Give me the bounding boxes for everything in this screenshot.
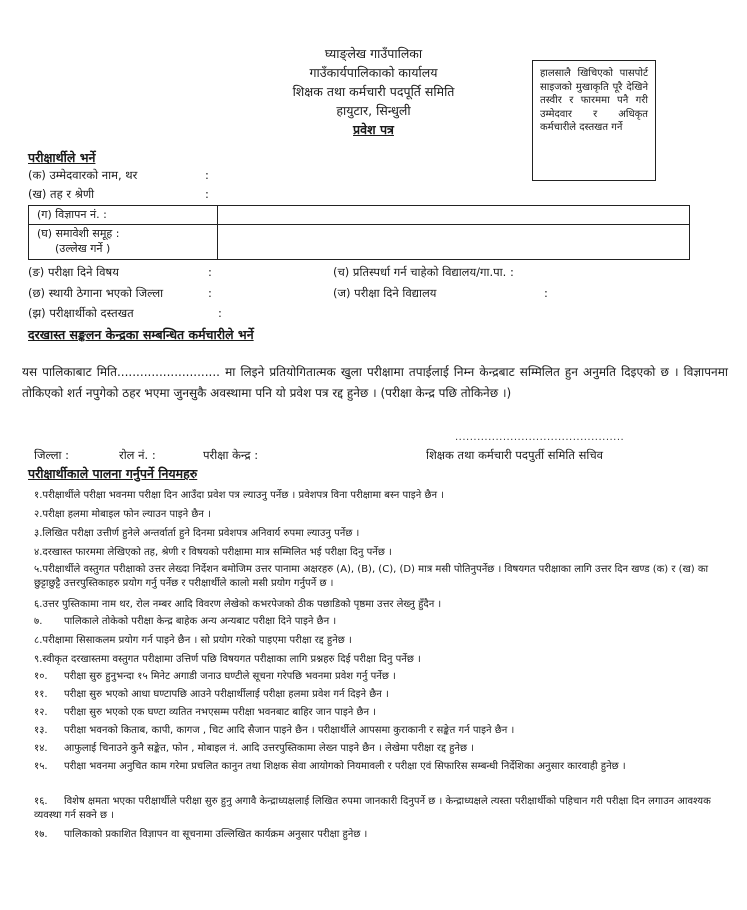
list-item — [34, 508, 724, 522]
inclusive-group-label-line1: (घ) समावेशी समूह : — [37, 227, 120, 240]
rule-number: ९. — [34, 654, 43, 665]
signature-colon: : — [218, 306, 222, 320]
rule-text: परीक्षा हलमा मोबाइल फोन ल्याउन पाइने छैन । — [42, 509, 211, 520]
office-name: गाउँकार्यपालिकाको कार्यालय — [309, 65, 438, 80]
exam-school-label: (ज) परीक्षा दिने विद्यालय — [333, 286, 437, 300]
rule-text: पालिकाले तोकेको परीक्षा केन्द्र बाहेक अन्य अन्यबाट परीक्षा दिने पाइने छैन । — [64, 616, 337, 627]
rule-number: ३. — [34, 528, 43, 539]
exam-subject-label: (ङ) परीक्षा दिने विषय — [28, 265, 119, 279]
official-section-heading: दरखास्त सङ्कलन केन्द्रका सम्बन्धित कर्मचारीले भर्ने — [28, 327, 254, 342]
rule-text: परीक्षार्थीले वस्तुगत परीक्षाको उत्तर लेख्दा निर्देशन बमोजिम उत्तर पानामा अक्षरहरु (A), (B), (C), (D) मात्र मसी पोतिनुपर्नेछ । विषयगत परीक्षाका लागि उत्तर दिन खण्ड (क) र (ख) का छुट्टाछुट्टै उत्तरपुस्तिकाहरु प्रयोग गर्नु पर्नेछ र परीक्षार्थीले कालो मसी प्रयोग गर्नुपर्ने छ । — [34, 564, 709, 589]
committee-name: शिक्षक तथा कर्मचारी पदपूर्ति समिति — [292, 84, 455, 99]
committee-secretary-label: शिक्षक तथा कर्मचारी पदपुर्ती समिति सचिव — [426, 448, 604, 462]
rule-number: ८. — [34, 635, 43, 646]
rule-text: परीक्षार्थीले परीक्षा भवनमा परीक्षा दिन आउँदा प्रवेश पत्र ल्याउनु पर्नेछ । प्रवेशपत्र विना परीक्षामा बस्न पाइने छैन । — [42, 490, 444, 501]
rule-number: ५. — [34, 564, 43, 575]
rule-text: स्वीकृत दरखास्तमा वस्तुगत परीक्षामा उत्तिर्ण पछि विषयगत परीक्षाका लागि प्रश्नहरु दिई परीक्षा दिनु पर्नेछ । — [42, 654, 421, 665]
rule-text: परीक्षामा सिसाकलम प्रयोग गर्न पाइने छैन । सो प्रयोग गरेको पाइएमा परीक्षा रद्द हुनेछ । — [42, 635, 352, 646]
list-item — [34, 615, 724, 629]
inclusive-group-label-line2: (उल्लेख गर्ने ) — [55, 242, 111, 255]
photo-box: हालसालै खिचिएको पासपोर्ट साइजको मुखाकृति पूरै देखिने तस्वीर र फारममा पनै गरी उम्मेदवार र अधिकृत कर्मचारीले दस्तखत गर्ने — [532, 60, 656, 181]
candidate-name-label: (क) उम्मेदवारको नाम, थर — [28, 168, 138, 182]
exam-subject-colon: : — [208, 265, 212, 279]
level-colon: : — [205, 187, 209, 201]
rule-number: ४. — [34, 547, 43, 558]
rule-text: आफुलाई चिनाउने कुनै सङ्केत, फोन , मोबाइल नं. आदि उत्तरपुस्तिकामा लेख्न पाइने छैन । लेखेमा परीक्षा रद्द हुनेछ । — [64, 743, 474, 754]
list-item — [34, 489, 724, 503]
list-item — [34, 795, 724, 823]
list-item — [34, 828, 724, 842]
rule-text: पालिकाको प्रकाशित विज्ञापन वा सूचनामा उल्लिखित कार्यक्रम अनुसार परीक्षा हुनेछ । — [64, 829, 368, 840]
list-item — [34, 688, 724, 702]
list-item — [34, 634, 724, 648]
rule-number: १२. — [34, 707, 48, 718]
rule-number: १७. — [34, 829, 48, 840]
municipality-name: घ्याङ्लेख गाउँपालिका — [324, 46, 423, 61]
table-row — [29, 206, 690, 225]
list-item — [34, 742, 724, 756]
signature-dots: .............................................. — [455, 432, 625, 443]
inclusive-group-label — [29, 225, 218, 260]
preferred-school-label: (च) प्रतिस्पर्धा गर्न चाहेको विद्यालय/गा.पा. : — [333, 265, 514, 279]
rule-number: १४. — [34, 743, 48, 754]
table-row — [29, 225, 690, 260]
candidate-section-heading: परीक्षार्थीले भर्ने — [28, 150, 96, 165]
center-district-label: जिल्ला : — [34, 448, 70, 462]
permission-paragraph: यस पालिकाबाट मिति........................... मा लिइने प्रतियोगितात्मक खुला परीक्षामा तपाईलाई निम्न केन्द्रबाट सम्मिलित हुन अनुमति दिइएको छ । विज्ञापनमा तोकिएको शर्त नपुगेको ठहर भएमा जुनसुकै अवस्थामा पनि यो प्रवेश पत्र रद्द हुनेछ । (परीक्षा केन्द्र पछि तोकिनेछ ।) — [22, 365, 728, 400]
list-item — [34, 670, 724, 684]
rule-number: १६. — [34, 796, 48, 807]
rule-number: १०. — [34, 671, 48, 682]
rule-text: दरखास्त फारममा लेखिएको तह, श्रेणी र विषयको परीक्षामा मात्र सम्मिलित भई परीक्षा दिनु पर्नेछ । — [42, 547, 392, 558]
list-item — [34, 760, 724, 774]
candidate-name-colon: : — [205, 168, 209, 182]
rule-text: परीक्षा भवनमा अनुचित काम गरेमा प्रचलित कानुन तथा शिक्षक सेवा आयोगको नियमावली र परीक्षा एवं सिफारिस सम्बन्धी निर्देशिका अनुसार कारवाही हुनेछ । — [64, 761, 626, 772]
rule-number: १५. — [34, 761, 48, 772]
advert-no-label: (ग) विज्ञापन नं. : — [29, 206, 218, 225]
rule-number: १. — [34, 490, 43, 501]
district-colon: : — [208, 286, 212, 300]
office-address: हायुटार, सिन्धुली — [336, 103, 411, 118]
rule-number: ११. — [34, 689, 48, 700]
signature-label: (झ) परीक्षार्थीको दस्तखत — [28, 306, 134, 320]
rule-text: परीक्षा भवनको किताब, कापी, कागज , चिट आदि सैजान पाइने छैन । परीक्षार्थीले आपसमा कुराकानी र सङ्केत गर्न पाइने छैन । — [64, 725, 515, 736]
rule-text: विशेष क्षमता भएका परीक्षार्थीले परीक्षा सुरु हुनु अगावै केन्द्राध्यक्षलाई लिखित रुपमा जानकारी दिनुपर्ने छ । केन्द्राध्यक्षले त्यस्ता परीक्षार्थीको पहिचान गरी परीक्षा दिन लगाउन आवश्यक व्यवस्था गर्न सक्ने छ । — [34, 796, 711, 821]
level-label: (ख) तह र श्रेणी — [28, 187, 95, 201]
rule-number: २. — [34, 509, 43, 520]
inclusive-group-value[interactable] — [218, 225, 690, 260]
rule-text: उत्तर पुस्तिकामा नाम थर, रोल नम्बर आदि विवरण लेखेको कभरपेजको ठीक पछाडिको पृष्ठमा उत्तर लेख्नु हुँदैन । — [42, 599, 442, 610]
rule-text: परीक्षा सुरु हुनुभन्दा १५ मिनेट अगाडी जनाउ घण्टीले सूचना गरेपछि भवनमा प्रवेश गर्नु पर्नेछ । — [64, 671, 396, 682]
roll-no-label: रोल नं. : — [119, 448, 156, 462]
advert-no-value[interactable] — [218, 206, 690, 225]
rule-number: १३. — [34, 725, 48, 736]
rule-number: ६. — [34, 599, 43, 610]
list-item — [34, 724, 724, 738]
rules-heading: परीक्षार्थीकाले पालना गर्नुपर्ने नियमहरु — [28, 466, 198, 481]
rule-number: ७. — [34, 616, 43, 627]
district-label: (छ) स्थायी ठेगाना भएको जिल्ला — [28, 286, 164, 300]
list-item — [34, 598, 724, 612]
exam-center-label: परीक्षा केन्द्र : — [203, 448, 259, 462]
rule-text: परीक्षा सुरु भएको आधा घण्टापछि आउने परीक्षार्थीलाई परीक्षा हलमा प्रवेश गर्न दिइने छैन । — [64, 689, 389, 700]
list-item — [34, 706, 724, 720]
list-item — [34, 546, 724, 560]
rule-text: परीक्षा सुरु भएको एक घण्टा व्यतित नभएसम्म परीक्षा भवनबाट बाहिर जान पाइने छैन । — [64, 707, 376, 718]
list-item — [34, 527, 724, 541]
document-title: प्रवेश पत्र — [353, 122, 394, 137]
advertisement-table — [28, 205, 690, 260]
exam-school-colon: : — [544, 286, 548, 300]
list-item — [34, 563, 724, 591]
list-item — [34, 653, 724, 667]
rule-text: लिखित परीक्षा उत्तीर्ण हुनेले अन्तर्वार्ता हुने दिनमा प्रवेशपत्र अनिवार्य रुपमा ल्याउनु पर्नेछ । — [42, 528, 360, 539]
